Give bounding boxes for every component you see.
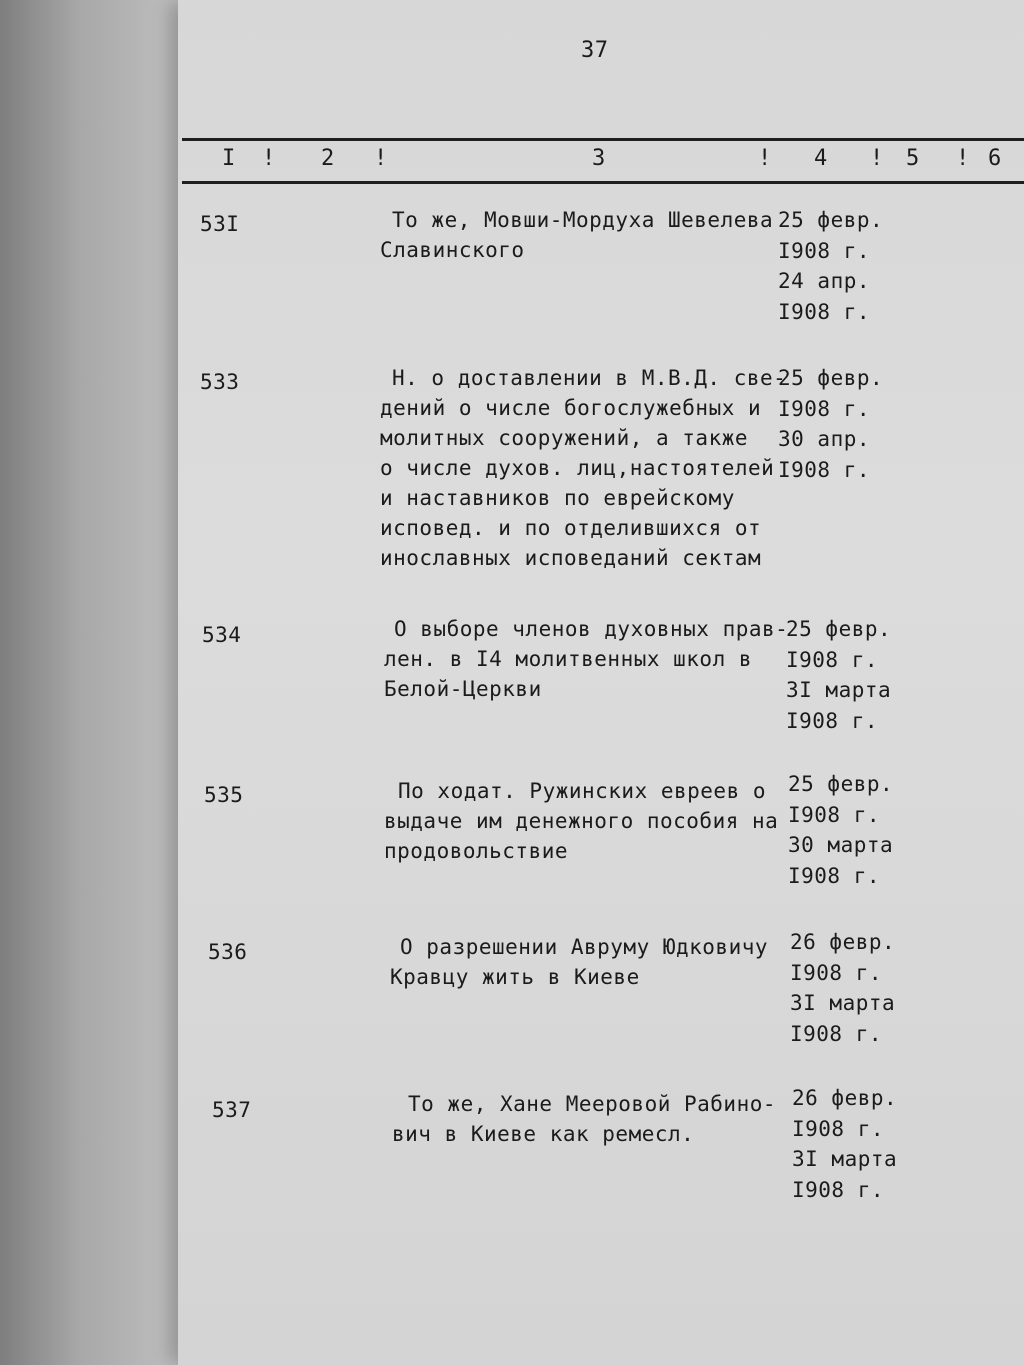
col-header-5: 5: [906, 146, 920, 171]
description-line: продовольствие: [384, 839, 569, 863]
entry-number: 535: [204, 783, 244, 807]
description-line: молитных сооружений, а также: [380, 426, 749, 450]
description-line: То же, Хане Мееровой Рабино-: [408, 1092, 777, 1116]
col-separator: !: [956, 146, 970, 171]
date-line: 25 февр.: [778, 208, 884, 232]
col-header-3: 3: [592, 146, 606, 171]
entry-number: 533: [200, 370, 240, 394]
date-line: I908 г.: [790, 960, 883, 985]
date-line: 25 февр.: [786, 617, 892, 641]
date-line: I908 г.: [778, 457, 871, 482]
date-line: I908 г.: [792, 1116, 885, 1141]
description-line: Н. о доставлении в М.В.Д. све-: [392, 366, 787, 390]
date-line: I908 г.: [788, 863, 881, 888]
date-line: 26 февр.: [790, 930, 896, 954]
date-line: I908 г.: [778, 396, 871, 421]
entry-dates: [790, 927, 895, 1049]
entry-dates: [792, 1083, 897, 1205]
date-line: 24 апр.: [778, 269, 871, 293]
date-line: 26 февр.: [792, 1086, 898, 1110]
date-line: I908 г.: [790, 1021, 883, 1046]
entry-number: 536: [208, 940, 248, 964]
date-line: I908 г.: [778, 238, 871, 263]
description-line: и наставников по еврейскому: [380, 486, 735, 510]
col-header-2: 2: [321, 146, 335, 171]
description-line: То же, Мовши-Мордуха Шевелева: [392, 208, 774, 232]
entry-description: [390, 932, 768, 992]
description-line: дений о числе богослужебных и: [380, 396, 762, 420]
date-line: I908 г.: [788, 802, 881, 827]
description-line: вич в Киеве как ремесл.: [392, 1122, 695, 1146]
date-line: 30 марта: [788, 833, 894, 857]
date-line: I908 г.: [786, 708, 879, 733]
col-separator: !: [262, 146, 276, 171]
entry-description: [392, 1089, 776, 1149]
entry-dates: [778, 205, 883, 327]
col-separator: !: [758, 146, 772, 171]
col-header-1: I: [222, 146, 236, 171]
date-line: 25 февр.: [778, 366, 884, 390]
entry-description: [380, 614, 788, 704]
date-line: 30 апр.: [778, 427, 871, 451]
entry-description: [380, 363, 786, 573]
col-header-6: 6: [988, 146, 1002, 171]
col-header-4: 4: [814, 146, 828, 171]
description-line: Кравцу жить в Киеве: [390, 965, 640, 989]
entry-number: 53I: [200, 212, 240, 236]
description-line: Белой-Церкви: [384, 677, 542, 701]
date-line: 3I марта: [790, 991, 896, 1015]
entry-description: [384, 776, 778, 866]
description-line: инославных исповеданий сектам: [380, 546, 762, 570]
date-line: 3I марта: [792, 1147, 898, 1171]
description-line: О разрешении Авруму Юдковичу: [400, 935, 769, 959]
entry-dates: [786, 614, 891, 736]
date-line: I908 г.: [778, 299, 871, 324]
col-separator: !: [374, 146, 388, 171]
archive-page: [178, 0, 1024, 1365]
table-top-rule: [182, 138, 1024, 141]
description-line: исповед. и по отделившихся от: [380, 516, 762, 540]
description-line: О выборе членов духовных прав-: [394, 617, 789, 641]
date-line: 25 февр.: [788, 772, 894, 796]
entry-number: 537: [212, 1098, 252, 1122]
col-separator: !: [870, 146, 884, 171]
description-line: о числе духов. лиц,настоятелей: [380, 456, 775, 480]
entry-description: [380, 205, 773, 265]
page-number: 37: [581, 38, 609, 63]
description-line: По ходат. Ружинских евреев о: [398, 779, 767, 803]
entry-number: 534: [202, 623, 242, 647]
description-line: выдаче им денежного пособия на: [384, 809, 779, 833]
description-line: Славинского: [380, 238, 525, 262]
date-line: I908 г.: [786, 647, 879, 672]
table-header-rule: [182, 181, 1024, 184]
date-line: 3I марта: [786, 678, 892, 702]
entry-dates: [778, 363, 883, 485]
adjacent-page-edge: [0, 0, 178, 1365]
description-line: лен. в I4 молитвенных школ в: [384, 647, 753, 671]
date-line: I908 г.: [792, 1177, 885, 1202]
entry-dates: [788, 769, 893, 891]
